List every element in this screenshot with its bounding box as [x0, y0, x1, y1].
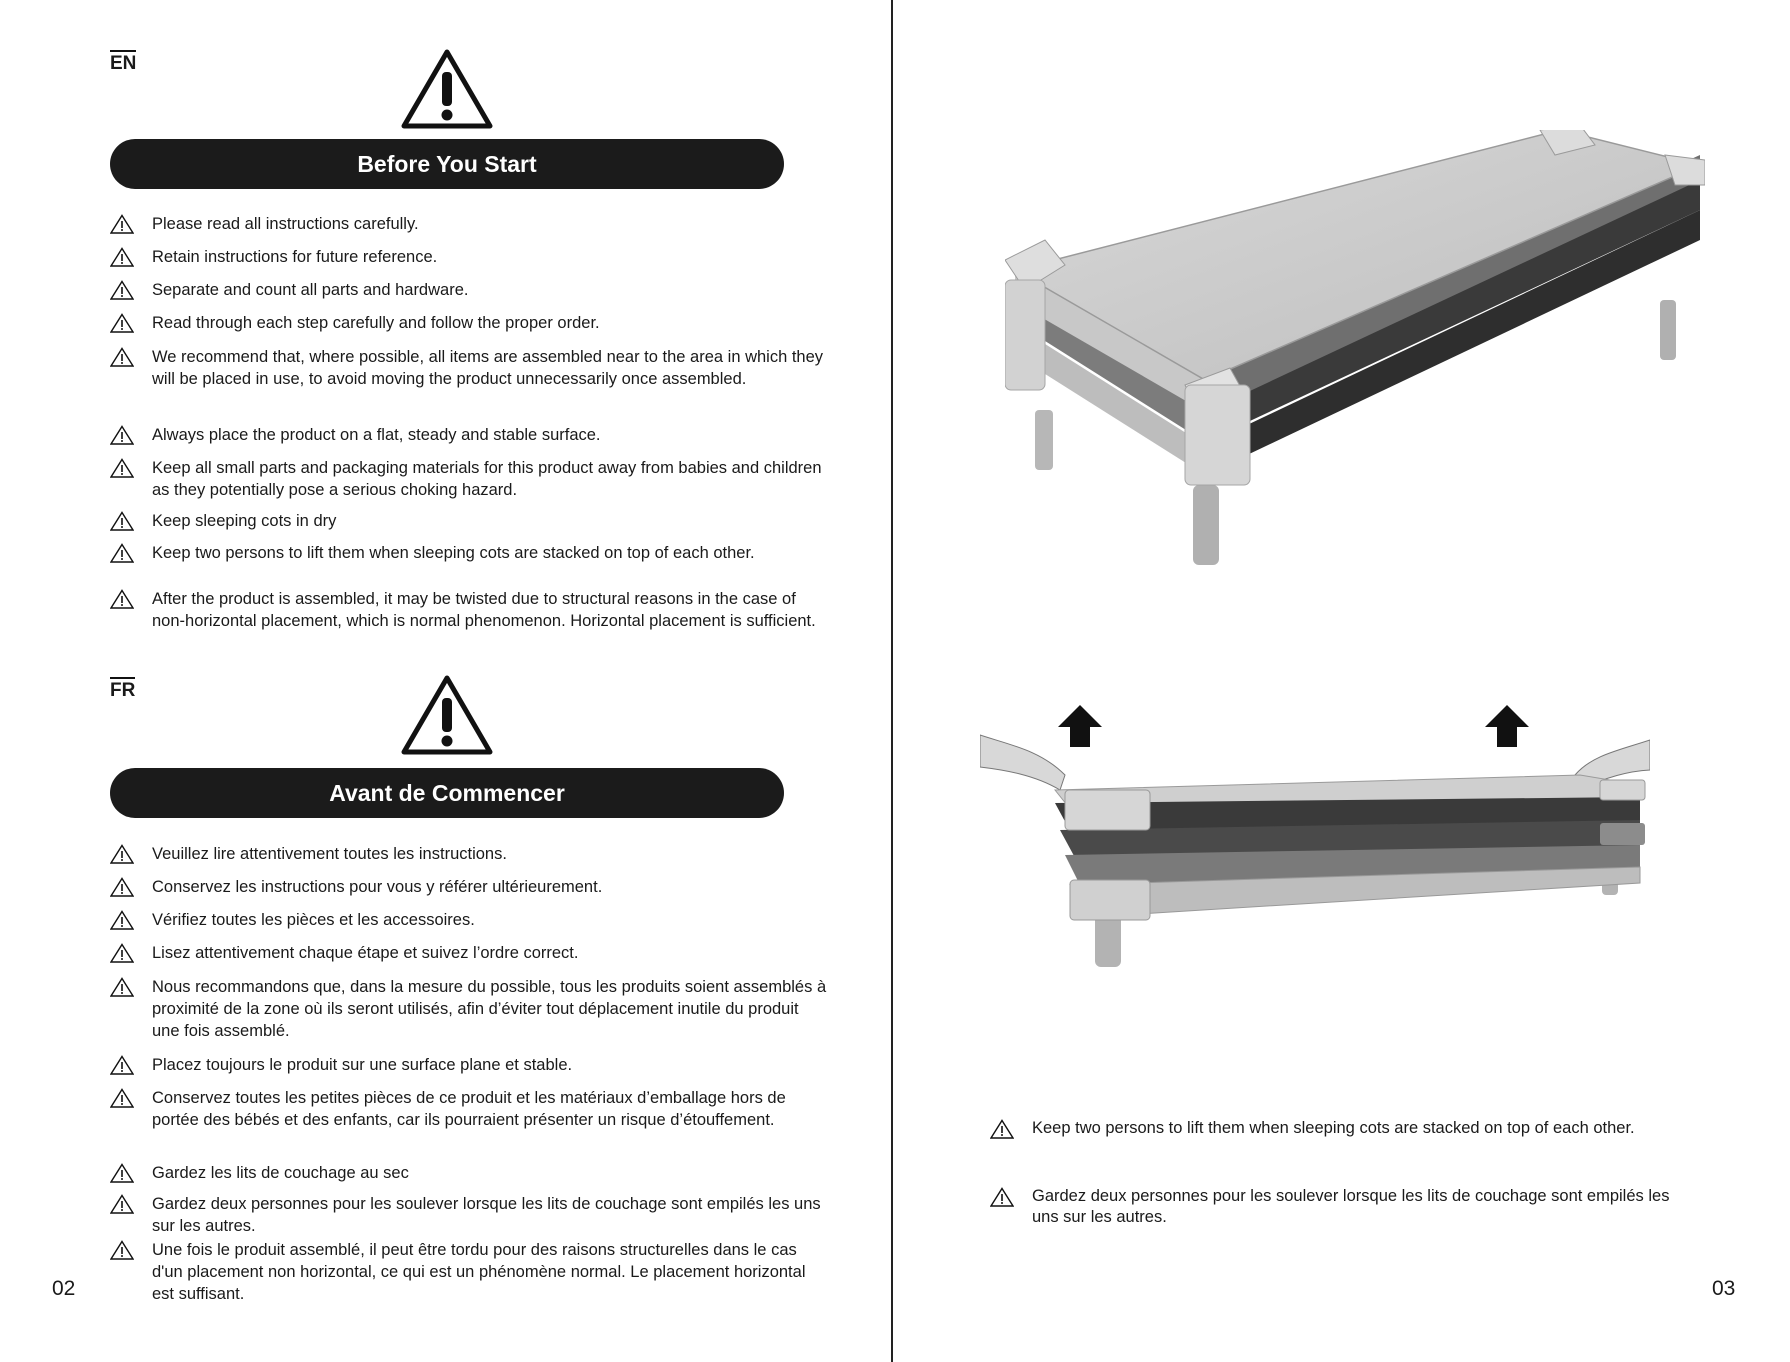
warning-icon — [110, 425, 134, 445]
list-item: Keep two persons to lift them when sleeping cots are stacked on top of each other. — [110, 542, 830, 564]
list-item: Une fois le produit assemblé, il peut être tordu pour des raisons structurelles dans le cas d'un placement non horizontal, ce qui est un phénomène normal. Le placement horizontal est suffisant. — [110, 1239, 830, 1305]
list-item: Retain instructions for future reference. — [110, 246, 830, 268]
warning-icon — [110, 458, 134, 478]
list-item: Separate and count all parts and hardware. — [110, 279, 830, 301]
list-item: Keep all small parts and packaging materials for this product away from babies and children as they potentially pose a serious choking hazard. — [110, 457, 830, 501]
list-item: Conservez toutes les petites pièces de ce produit et les matériaux d’emballage hors de portée des bébés et des enfants, car ils pourraient présenter un risque d’étouffement. — [110, 1087, 830, 1131]
right-note-en: Keep two persons to lift them when sleeping cots are stacked on top of each other. — [990, 1118, 1690, 1139]
warning-icon — [110, 347, 134, 367]
warning-icon — [110, 589, 134, 609]
list-item: Gardez les lits de couchage au sec — [110, 1162, 830, 1184]
list-item: We recommend that, where possible, all items are assembled near to the area in which they will be placed in use, to avoid moving the product unnecessarily once assembled. — [110, 346, 830, 390]
warning-icon — [990, 1187, 1014, 1207]
list-item: Read through each step carefully and follow the proper order. — [110, 312, 830, 334]
warning-icon — [110, 977, 134, 997]
lifting-cots-image — [980, 705, 1650, 975]
warning-icon — [990, 1119, 1014, 1139]
list-item: Conservez les instructions pour vous y référer ultérieurement. — [110, 876, 830, 898]
section-title-en: Before You Start — [110, 139, 784, 189]
warning-icon — [400, 674, 494, 756]
list-item: Placez toujours le produit sur une surface plane et stable. — [110, 1054, 830, 1076]
warning-icon — [110, 313, 134, 333]
left-page — [0, 0, 893, 1362]
list-item: Always place the product on a flat, steady and stable surface. — [110, 424, 830, 446]
list-item: Veuillez lire attentivement toutes les instructions. — [110, 843, 830, 865]
warning-icon — [110, 511, 134, 531]
language-label-fr: FR — [110, 677, 135, 701]
warning-icon — [110, 1194, 134, 1214]
right-note-fr: Gardez deux personnes pour les soulever lorsque les lits de couchage sont empilés les uns sur les autres. — [990, 1186, 1690, 1228]
warning-icon — [110, 1088, 134, 1108]
stacked-cots-image — [1005, 130, 1705, 570]
warning-icon — [110, 1163, 134, 1183]
warning-icon — [110, 943, 134, 963]
warning-icon — [110, 1055, 134, 1075]
list-item: Keep sleeping cots in dry — [110, 510, 830, 532]
warning-icon — [110, 910, 134, 930]
list-item: Vérifiez toutes les pièces et les accessoires. — [110, 909, 830, 931]
warning-icon — [110, 543, 134, 563]
page-number-left: 02 — [52, 1277, 76, 1300]
list-item: After the product is assembled, it may be twisted due to structural reasons in the case of non-horizontal placement, which is normal phenomenon. Horizontal placement is sufficient. — [110, 588, 830, 632]
list-item: Please read all instructions carefully. — [110, 213, 830, 235]
warning-icon — [110, 247, 134, 267]
list-item: Nous recommandons que, dans la mesure du possible, tous les produits soient assemblés à proximité de la zone où ils seront utilisés, afin d’éviter tout déplacement inutile du produit une fois assemblé. — [110, 976, 830, 1042]
section-title-fr: Avant de Commencer — [110, 768, 784, 818]
warning-icon — [110, 877, 134, 897]
warning-icon — [110, 280, 134, 300]
warning-icon — [110, 844, 134, 864]
list-item: Gardez deux personnes pour les soulever lorsque les lits de couchage sont empilés les uns sur les autres. — [110, 1193, 830, 1237]
warning-icon — [110, 214, 134, 234]
page-number-right: 03 — [1712, 1277, 1736, 1300]
language-label-en: EN — [110, 50, 136, 74]
list-item: Lisez attentivement chaque étape et suivez l’ordre correct. — [110, 942, 830, 964]
warning-icon — [400, 48, 494, 130]
warning-icon — [110, 1240, 134, 1260]
